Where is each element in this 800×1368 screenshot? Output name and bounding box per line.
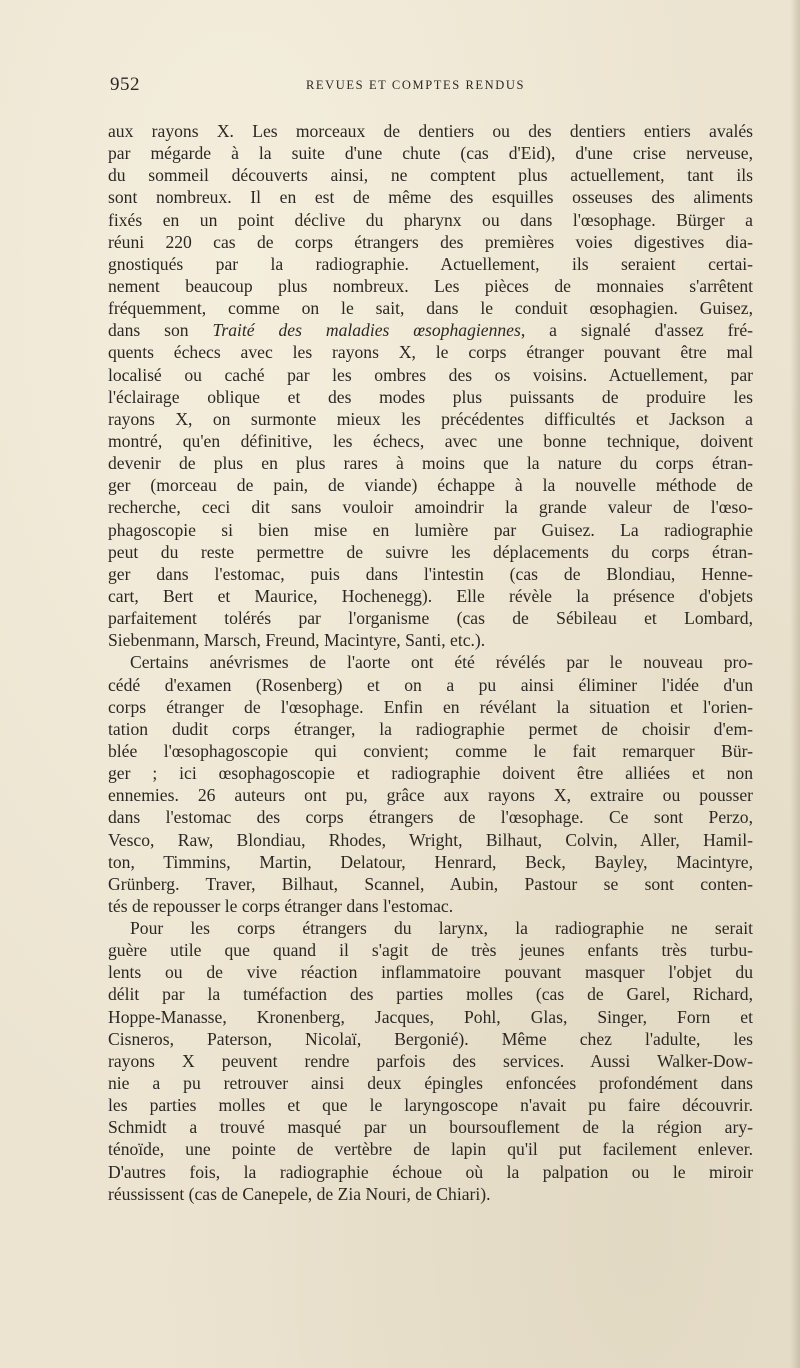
text-line: tés de repousser le corps étranger dans l'estomac. xyxy=(108,895,454,916)
text-segment: , a signalé d'assez fré- xyxy=(520,320,754,341)
running-title: REVUES ET COMPTES RENDUS xyxy=(306,78,526,92)
page-number: 952 xyxy=(110,74,140,95)
text-line: lents ou de vive réaction inflammatoire pouvant masquer l'objet du xyxy=(108,962,753,983)
text-line: par mégarde à la suite d'une chute (cas d'Eid), d'une crise nerveuse, xyxy=(108,143,753,164)
text-line: ger ; ici œsophagoscopie et radiographie doivent être alliées et non xyxy=(108,763,753,784)
text-line: recherche, ceci dit sans vouloir amoindrir la grande valeur de l'œso- xyxy=(108,497,753,518)
text-line: ennemies. 26 auteurs ont pu, grâce aux rayons X, extraire ou pousser xyxy=(108,785,753,806)
text-line: du sommeil découverts ainsi, ne comptent plus actuellement, tant ils xyxy=(108,165,753,186)
text-segment: dans son xyxy=(108,320,213,341)
text-line: Certains anévrismes de l'aorte ont été révélés par le nouveau pro- xyxy=(130,652,753,673)
text-line: guère utile que quand il s'agit de très jeunes enfants très turbu- xyxy=(108,940,753,961)
text-line: ton, Timmins, Martin, Delatour, Henrard, Beck, Bayley, Macintyre, xyxy=(108,851,753,872)
page-edge-shadow xyxy=(790,0,800,1368)
text-line: montré, qu'en définitive, les échecs, avec une bonne technique, doivent xyxy=(108,430,753,451)
text-line: réuni 220 cas de corps étrangers des premières voies digestives dia- xyxy=(108,231,753,252)
text-line: devenir de plus en plus rares à moins que la nature du corps étran- xyxy=(108,453,753,474)
text-line: Hoppe-Manasse, Kronenberg, Jacques, Pohl, Glas, Singer, Forn et xyxy=(108,1006,753,1027)
text-line: peut du reste permettre de suivre les déplacements du corps étran- xyxy=(108,541,753,562)
text-line: blée l'œsophagoscopie qui convient; comme le fait remarquer Bür- xyxy=(108,740,753,761)
text-line: Pour les corps étrangers du larynx, la radiographie ne serait xyxy=(130,918,753,939)
text-line: l'éclairage oblique et des modes plus puissants de produire les xyxy=(108,386,753,407)
text-line: rayons X, on surmonte mieux les précédentes difficultés et Jackson a xyxy=(108,408,753,429)
text-line: Schmidt a trouvé masqué par un boursouflement de la région ary- xyxy=(108,1117,753,1138)
text-line: dans l'estomac des corps étrangers de l'œsophage. Ce sont Perzo, xyxy=(108,807,753,828)
text-line: réussissent (cas de Canepele, de Zia Nouri, de Chiari). xyxy=(108,1183,491,1204)
running-head xyxy=(110,74,750,98)
text-line: gnostiqués par la radiographie. Actuellement, ils seraient certai- xyxy=(108,253,753,274)
text-line: ténoïde, une pointe de vertèbre de lapin qu'il put facilement enlever. xyxy=(108,1139,753,1160)
text-line: fréquemment, comme on le sait, dans le conduit œsophagien. Guisez, xyxy=(108,298,753,319)
text-line: nement beaucoup plus nombreux. Les pièces de monnaies s'arrêtent xyxy=(108,275,753,296)
text-line: localisé ou caché par les ombres des os voisins. Actuellement, par xyxy=(108,364,753,385)
text-line: quents échecs avec les rayons X, le corps étranger pouvant être mal xyxy=(108,342,753,363)
text-line: Vesco, Raw, Blondiau, Rhodes, Wright, Bilhaut, Colvin, Aller, Hamil- xyxy=(108,829,753,850)
text-line: aux rayons X. Les morceaux de dentiers ou des dentiers entiers avalés xyxy=(108,121,753,141)
text-line: nie a pu retrouver ainsi deux épingles enfoncées profondément dans xyxy=(108,1073,753,1094)
body-text xyxy=(108,120,753,1205)
text-line: parfaitement tolérés par l'organisme (cas de Sébileau et Lombard, xyxy=(108,608,753,629)
text-line: ger dans l'estomac, puis dans l'intestin (cas de Blondiau, Henne- xyxy=(108,563,753,584)
text-line: tation dudit corps étranger, la radiographie permet de choisir d'em- xyxy=(108,718,753,739)
text-line: délit par la tuméfaction des parties molles (cas de Garel, Richard, xyxy=(108,984,753,1005)
text-line: Cisneros, Paterson, Nicolaï, Bergonié). Même chez l'adulte, les xyxy=(108,1028,753,1049)
text-line xyxy=(108,319,753,341)
text-line: cart, Bert et Maurice, Hochenegg). Elle révèle la présence d'objets xyxy=(108,585,753,606)
text-line: Siebenmann, Marsch, Freund, Macintyre, Santi, etc.). xyxy=(108,630,486,651)
text-line: sont nombreux. Il en est de même des esquilles osseuses des aliments xyxy=(108,187,753,208)
text-line: cédé d'examen (Rosenberg) et on a pu ainsi éliminer l'idée d'un xyxy=(108,674,753,695)
text-line: fixés en un point déclive du pharynx ou dans l'œsophage. Bürger a xyxy=(108,209,753,230)
text-line: corps étranger de l'œsophage. Enfin en révélant la situation et l'orien- xyxy=(108,696,753,717)
text-line: ger (morceau de pain, de viande) échappe à la nouvelle méthode de xyxy=(108,475,753,496)
book-title-italic: Traité des maladies œsophagiennes xyxy=(212,320,521,341)
text-line: les parties molles et que le laryngoscope n'avait pu faire découvrir. xyxy=(108,1095,753,1116)
text-line: rayons X peuvent rendre parfois des services. Aussi Walker-Dow- xyxy=(108,1050,753,1071)
text-line: D'autres fois, la radiographie échoue où la palpation ou le miroir xyxy=(108,1161,753,1182)
text-line: phagoscopie si bien mise en lumière par Guisez. La radiographie xyxy=(108,519,753,540)
text-line: Grünberg. Traver, Bilhaut, Scannel, Aubin, Pastour se sont conten- xyxy=(108,873,753,894)
